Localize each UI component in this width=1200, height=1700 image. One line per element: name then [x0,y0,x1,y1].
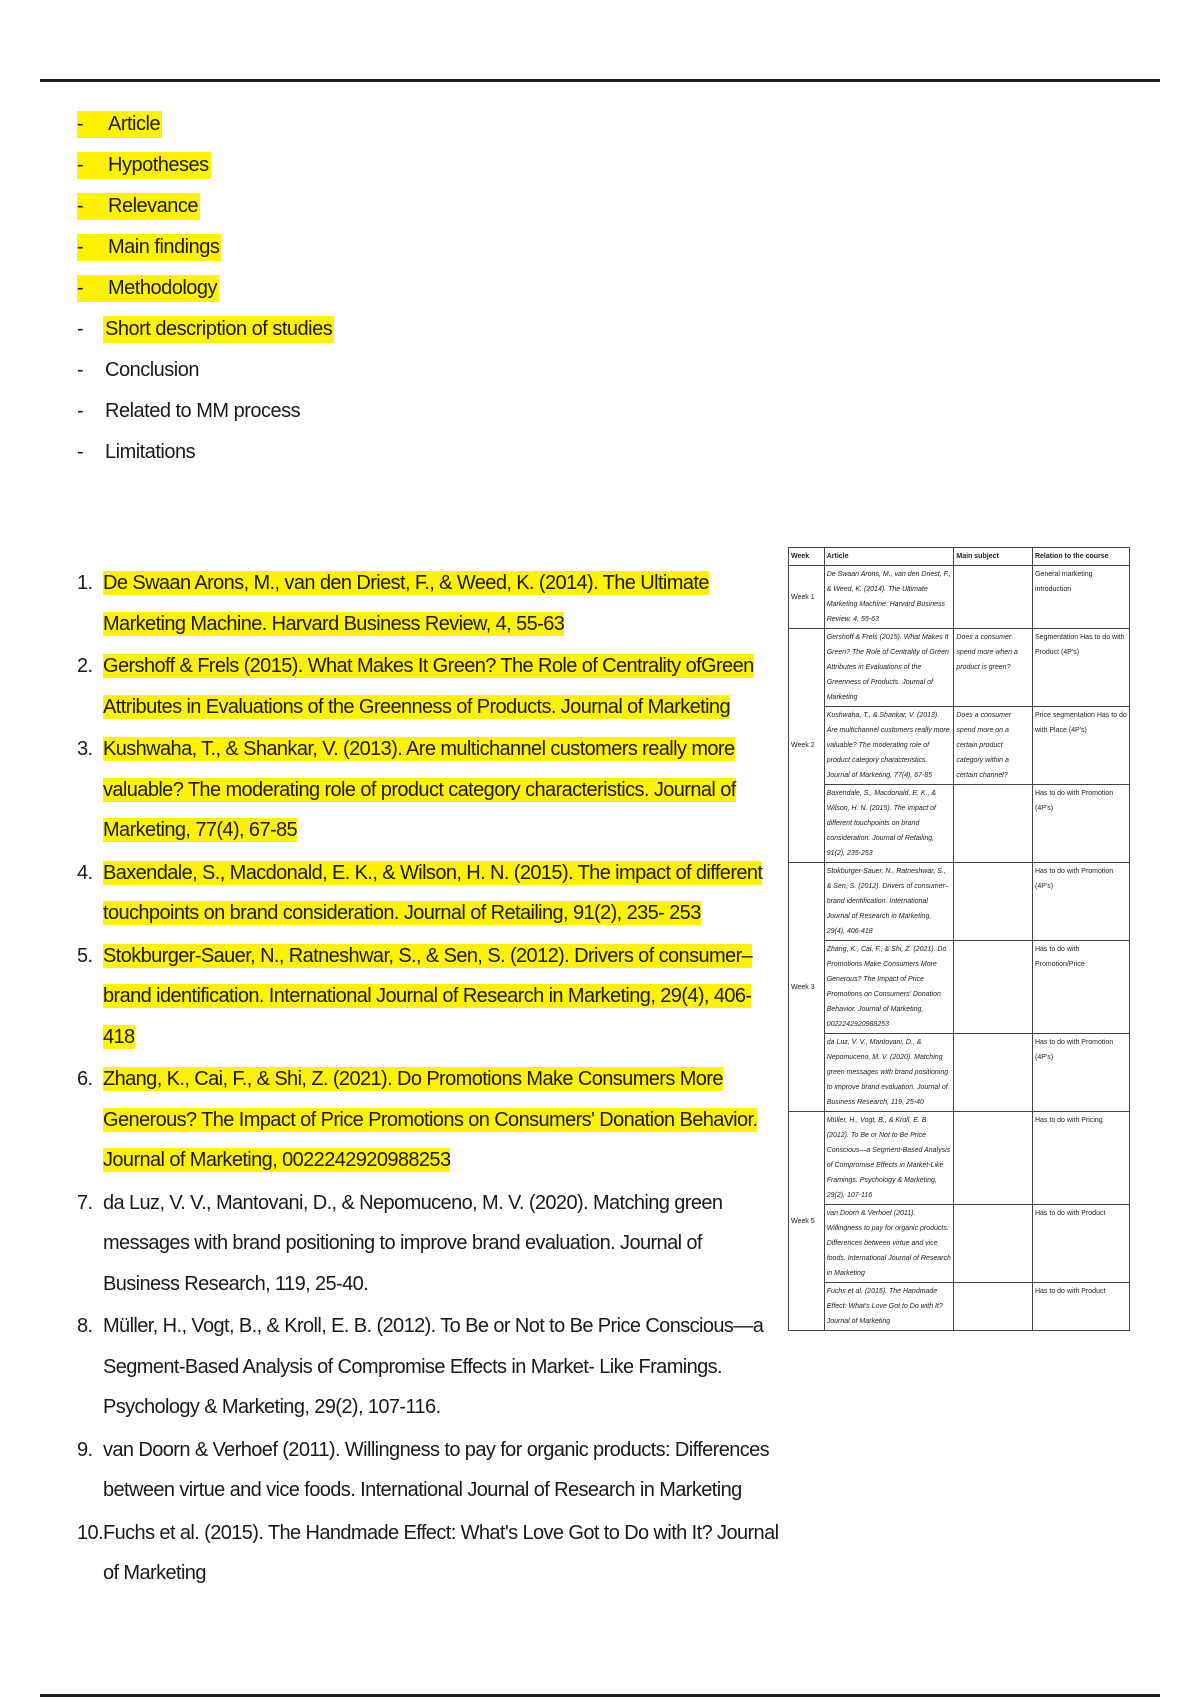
column-header: Main subject [954,548,1033,566]
subject-cell: Does a consumer spend more on a certain product category within a certain channel? [954,707,1033,785]
article-cell: Kushwaha, T., & Shankar, V. (2013). Are multichannel customers really more valuable? The moderating role of product category characteristics. Journal of Marketing, 77(4), 67-85 [824,707,954,785]
table-header-row [789,548,1130,566]
subject-cell [954,1205,1033,1283]
reference-item: 10. Fuchs et al. (2015). The Handmade Effect: What's Love Got to Do with It? Journal of Marketing [77,1521,779,1584]
article-cell: van Doorn & Verhoef (2011). Willingness to pay for organic products: Differences between virtue and vice foods. International Journal of Research in Marketing [824,1205,954,1283]
relation-cell: General marketing introduction [1032,566,1129,629]
relation-cell: Has to do with Promotion/Price [1032,941,1129,1034]
subject-cell [954,566,1033,629]
outline-list [77,104,677,473]
reference-item: 8. Müller, H., Vogt, B., & Kroll, E. B. (2012). To Be or Not to Be Price Conscious—a Segment-Based Analysis of Compromise Effects in Market- Like Framings. Psychology & Marketing, 29(2), 107-116. [77,1315,764,1418]
article-overview-table [788,547,1130,1331]
relation-cell: Has to do with Promotion (4P's) [1032,1034,1129,1112]
reference-item: 1. De Swaan Arons, M., van den Driest, F., & Weed, K. (2014). The Ultimate Marketing Machine. Harvard Business Review, 4, 55-63 [77,572,709,635]
outline-item: - Related to MM process [77,400,301,422]
outline-item: - Main findings [77,227,677,268]
bottom-divider [40,1694,1160,1697]
reference-item: 6. Zhang, K., Cai, F., & Shi, Z. (2021). Do Promotions Make Consumers More Generous? The Impact of Price Promotions on Consumers' Donation Behavior. Journal of Marketing, 0022242920988253 [77,1068,758,1171]
subject-cell [954,1283,1033,1331]
outline-item: - Limitations [77,441,196,463]
relation-cell: Has to do with Promotion (4P's) [1032,785,1129,863]
outline-item: - Methodology [77,268,677,309]
reference-list [77,563,782,1596]
reference-item: 7. da Luz, V. V., Mantovani, D., & Nepomuceno, M. V. (2020). Matching green messages with brand positioning to improve brand evaluation. Journal of Business Research, 119, 25-40. [77,1191,723,1295]
relation-cell: Price segmentation Has to do with Place (4P's) [1032,707,1129,785]
article-cell: Gershoff & Frels (2015). What Makes It Green? The Role of Centrality of Green Attributes in Evaluations of the Greenness of Products. Journal of Marketing [824,629,954,707]
table-row [789,785,1130,863]
subject-cell [954,785,1033,863]
outline-item: - Article [77,104,677,145]
table-row [789,629,1130,707]
subject-cell: Does a consumer spend more when a product is green? [954,629,1033,707]
week-cell: Week 3 [789,863,825,1112]
subject-cell [954,941,1033,1034]
relation-cell: Has to do with Promotion (4P's) [1032,863,1129,941]
table-row [789,1205,1130,1283]
reference-item: 5. Stokburger-Sauer, N., Ratneshwar, S., & Sen, S. (2012). Drivers of consumer–brand identification. International Journal of Research in Marketing, 29(4), 406-418 [77,944,753,1048]
top-divider [40,79,1160,82]
reference-item: 4. Baxendale, S., Macdonald, E. K., & Wilson, H. N. (2015). The impact of different touchpoints on brand consideration. Journal of Retailing, 91(2), 235- 253 [77,861,763,924]
outline-item: - Short description of studies [77,309,677,350]
article-cell: Müller, H., Vogt, B., & Kroll, E. B. (2012). To Be or Not to Be Price Conscious—a Segment-Based Analysis of Compromise Effects in Market-Like Framings. Psychology & Marketing, 29(2), 107-116 [824,1112,954,1205]
relation-cell: Has to do with Product [1032,1283,1129,1331]
column-header: Relation to the course [1032,548,1129,566]
article-cell: da Luz, V. V., Mantovani, D., & Nepomuceno, M. V. (2020). Matching green messages with brand positioning to improve brand evaluation. Journal of Business Research, 119, 25-40 [824,1034,954,1112]
outline-item: - Conclusion [77,359,199,381]
relation-cell: Has to do with Product [1032,1205,1129,1283]
column-header: Article [824,548,954,566]
relation-cell: Has to do with Pricing [1032,1112,1129,1205]
week-cell: Week 1 [789,566,825,629]
table-row [789,1112,1130,1205]
week-cell: Week 2 [789,629,825,863]
outline-item: - Hypotheses [77,145,677,186]
table-row [789,566,1130,629]
outline-item: - Relevance [77,186,677,227]
subject-cell [954,863,1033,941]
table-row [789,1283,1130,1331]
table-row [789,1034,1130,1112]
article-cell: Baxendale, S., Macdonald, E. K., & Wilson, H. N. (2015). The impact of different touchpoints on brand consideration. Journal of Retailing, 91(2), 235-253 [824,785,954,863]
week-cell: Week 5 [789,1112,825,1331]
article-cell: Fuchs et al. (2015). The Handmade Effect: What's Love Got to Do with It? Journal of Marketing [824,1283,954,1331]
reference-item: 9. van Doorn & Verhoef (2011). Willingness to pay for organic products: Differences between virtue and vice foods. International Journal of Research in Marketing [77,1438,770,1501]
table-row [789,863,1130,941]
article-cell: Zhang, K., Cai, F., & Shi, Z. (2021). Do Promotions Make Consumers More Generous? The Impact of Price Promotions on Consumers' Donation Behavior. Journal of Marketing, 0022242920988253 [824,941,954,1034]
article-cell: De Swaan Arons, M., van den Driest, F., & Weed, K. (2014). The Ultimate Marketing Machine. Harvard Business Review, 4, 55-63 [824,566,954,629]
column-header: Week [789,548,825,566]
subject-cell [954,1112,1033,1205]
article-cell: Stokburger-Sauer, N., Ratneshwar, S., & Sen, S. (2012). Drivers of consumer–brand identification. International Journal of Research in Marketing, 29(4), 406-418 [824,863,954,941]
subject-cell [954,1034,1033,1112]
table-row [789,941,1130,1034]
table-row [789,707,1130,785]
relation-cell: Segmentation Has to do with Product (4P's) [1032,629,1129,707]
reference-item: 2. Gershoff & Frels (2015). What Makes It Green? The Role of Centrality ofGreen Attributes in Evaluations of the Greenness of Products. Journal of Marketing [77,655,754,718]
reference-item: 3. Kushwaha, T., & Shankar, V. (2013). Are multichannel customers really more valuable? The moderating role of product category characteristics. Journal of Marketing, 77(4), 67-85 [77,738,736,841]
